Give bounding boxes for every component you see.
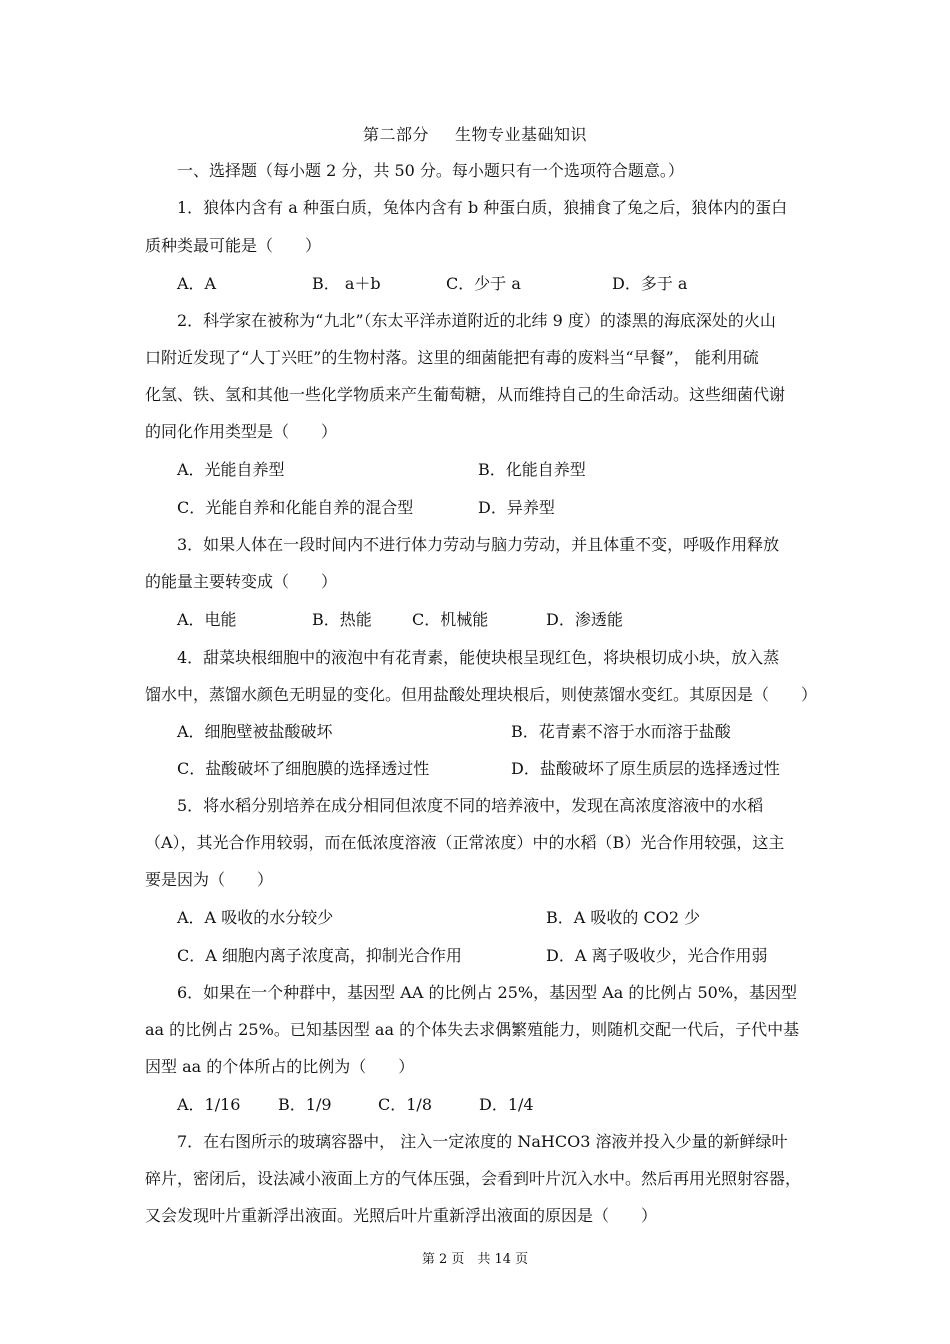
- q2-option-c: C．光能自养和化能自养的混合型: [177, 498, 414, 517]
- q1-line-1: 1．狼体内含有 a 种蛋白质，兔体内含有 b 种蛋白质，狼捕食了兔之后，狼体内的蛋白: [177, 198, 788, 217]
- q3-line-1: 3．如果人体在一段时间内不进行体力劳动与脑力劳动，并且体重不变，呼吸作用释放: [177, 535, 780, 554]
- title-subject: 生物专业基础知识: [455, 125, 588, 144]
- page-footer: 第 2 页 共 14 页: [421, 1252, 529, 1267]
- q4-option-d: D．盐酸破坏了原生质层的选择透过性: [511, 759, 780, 778]
- q5-option-a: A．A 吸收的水分较少: [177, 908, 334, 927]
- q7-line-3: 又会发现叶片重新浮出液面。光照后叶片重新浮出液面的原因是（ ）: [145, 1206, 658, 1225]
- q3-option-d: D．渗透能: [546, 610, 623, 629]
- q5-line-1: 5．将水稻分别培养在成分相同但浓度不同的培养液中，发现在高浓度溶液中的水稻: [177, 796, 764, 815]
- q4-option-a: A．细胞壁被盐酸破坏: [177, 722, 333, 741]
- q1-line-2: 质种类最可能是（ ）: [145, 236, 322, 255]
- q5-option-b: B．A 吸收的 CO2 少: [546, 908, 701, 927]
- q4-line-1: 4．甜菜块根细胞中的液泡中有花青素，能使块根呈现红色，将块根切成小块，放入蒸: [177, 648, 780, 667]
- q6-line-2: aa 的比例占 25%。已知基因型 aa 的个体失去求偶繁殖能力，则随机交配一代后，子代中基: [145, 1020, 800, 1039]
- q5-option-c: C．A 细胞内离子浓度高，抑制光合作用: [177, 946, 462, 965]
- q2-line-3: 化氢、铁、氢和其他一些化学物质来产生葡萄糖，从而维持自己的生命活动。这些细菌代谢: [145, 385, 786, 404]
- q2-line-2: 口附近发现了“人丁兴旺”的生物村落。这里的细菌能把有毒的废料当“早餐”， 能利用硫: [145, 348, 759, 367]
- q3-option-c: C．机械能: [412, 610, 489, 629]
- q2-line-1: 2．科学家在被称为“九北”（东太平洋赤道附近的北纬 9 度）的漆黑的海底深处的火山: [177, 311, 776, 330]
- q1-option-c: C．少于 a: [446, 274, 521, 293]
- q2-option-d: D．异养型: [478, 498, 555, 517]
- q4-option-c: C．盐酸破坏了细胞膜的选择透过性: [177, 759, 430, 778]
- section-heading: 一、选择题（每小题 2 分，共 50 分。每小题只有一个选项符合题意。）: [177, 161, 684, 180]
- q5-option-d: D．A 离子吸收少，光合作用弱: [546, 946, 768, 965]
- q5-line-3: 要是因为（ ）: [145, 870, 274, 889]
- q6-option-d: D．1/4: [479, 1095, 534, 1114]
- q5-line-2: （A），其光合作用较弱，而在低浓度溶液（正常浓度）中的水稻（B）光合作用较强，这主: [145, 833, 785, 852]
- q7-line-1: 7．在右图所示的玻璃容器中， 注入一定浓度的 NaHCO3 溶液并投入少量的新鲜绿叶: [177, 1132, 788, 1151]
- q4-line-2: 馏水中，蒸馏水颜色无明显的变化。但用盐酸处理块根后，则使蒸馏水变红。其原因是（ ）: [145, 685, 818, 704]
- q1-option-b: B． a＋b: [312, 274, 381, 293]
- q6-line-1: 6．如果在一个种群中，基因型 AA 的比例占 25%，基因型 Aa 的比例占 50%，基因型: [177, 983, 798, 1002]
- q6-option-c: C．1/8: [378, 1095, 432, 1114]
- page-title: [0, 122, 950, 145]
- q6-option-b: B．1/9: [278, 1095, 332, 1114]
- q6-line-3: 因型 aa 的个体所占的比例为（ ）: [145, 1057, 415, 1076]
- q2-line-4: 的同化作用类型是（ ）: [145, 422, 338, 441]
- q1-option-a: A．A: [177, 274, 217, 293]
- title-part: 第二部分: [362, 125, 429, 144]
- q3-option-a: A．电能: [177, 610, 237, 629]
- q4-option-b: B．花青素不溶于水而溶于盐酸: [511, 722, 731, 741]
- q3-line-2: 的能量主要转变成（ ）: [145, 572, 338, 591]
- q2-option-a: A．光能自养型: [177, 460, 285, 479]
- q3-option-b: B．热能: [312, 610, 372, 629]
- q6-option-a: A．1/16: [177, 1095, 241, 1114]
- q1-option-d: D．多于 a: [612, 274, 688, 293]
- q2-option-b: B．化能自养型: [478, 460, 586, 479]
- q7-line-2: 碎片，密闭后，设法减小液面上方的气体压强，会看到叶片沉入水中。然后再用光照射容器，: [145, 1169, 802, 1188]
